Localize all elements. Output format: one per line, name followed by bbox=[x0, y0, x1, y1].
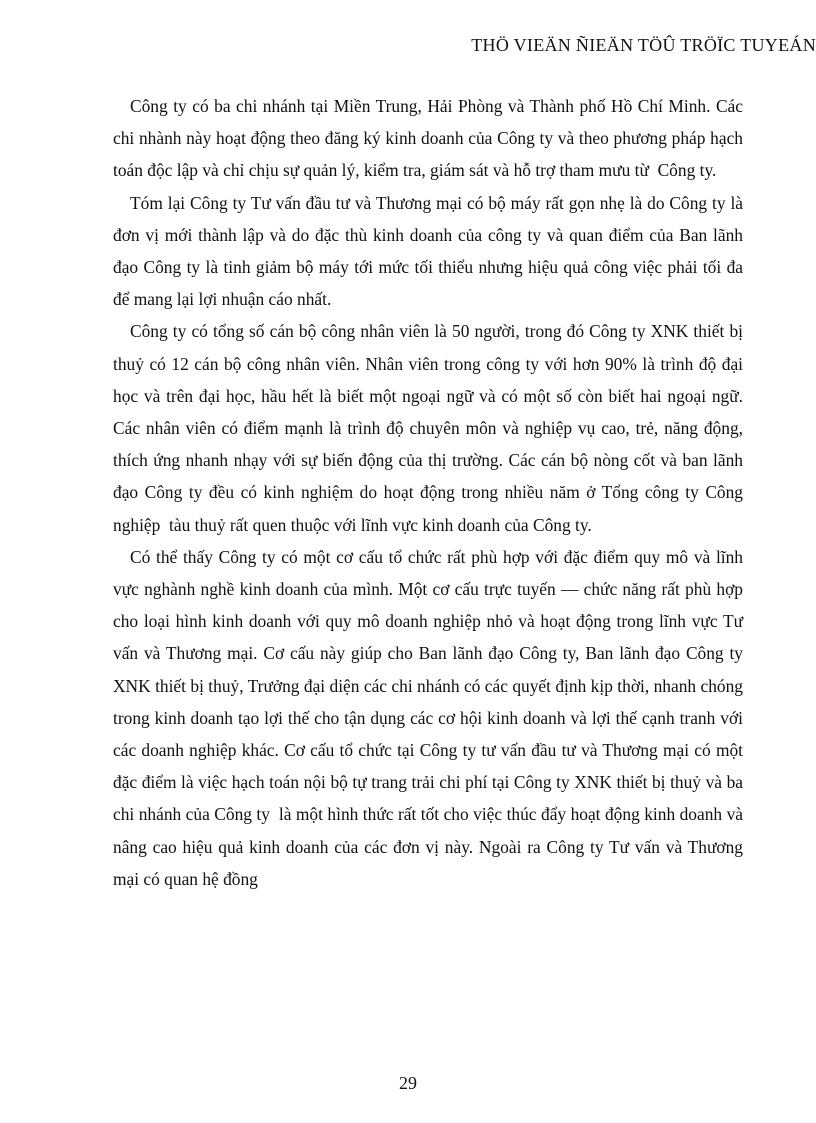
paragraph-staff: Công ty có tổng số cán bộ công nhân viên là 50 người, trong đó Công ty XNK thiết bị thuỷ có 12 cán bộ công nhân viên. Nhân viên trong công ty với hơn 90% là trình độ đại học và trên đại học, hầu hết là biết một ngoại ngữ và có một số còn biết hai ngoại ngữ. Các nhân viên có điểm mạnh là trình độ chuyên môn và nghiệp vụ cao, trẻ, năng động, thích ứng nhanh nhạy với sự biến động của thị trường. Các cán bộ nòng cốt và ban lãnh đạo Công ty đều có kinh nghiệm do hoạt động trong nhiều năm ở Tổng công ty Công nghiệp tàu thuỷ rất quen thuộc với lĩnh vực kinh doanh của Công ty. bbox=[113, 321, 748, 535]
paragraph-structure: Có thể thấy Công ty có một cơ cấu tổ chức rất phù hợp với đặc điểm quy mô và lĩnh vực nghành nghề kinh doanh của mình. Một cơ cấu trực tuyến — chức năng rất phù hợp cho loại hình kinh doanh với quy mô doanh nghiệp nhỏ và hoạt động trong lĩnh vực Tư vấn và Thương mại. Cơ cấu này giúp cho Ban lãnh đạo Công ty, Ban lãnh đạo Công ty XNK thiết bị thuỷ, Trưởng đại diện các chi nhánh có các quyết định kịp thời, nhanh chóng trong kinh doanh tạo lợi thế cho tận dụng các cơ hội kinh doanh và lợi thế cạnh tranh với các doanh nghiệp khác. Cơ cấu tổ chức tại Công ty tư vấn đầu tư và Thương mại có một đặc điểm là việc hạch toán nội bộ tự trang trải chi phí tại Công ty XNK thiết bị thuỷ và ba chi nhánh của Công ty là một hình thức rất tốt cho việc thúc đẩy hoạt động kinh doanh và nâng cao hiệu quả kinh doanh của các đơn vị này. Ngoài ra Công ty Tư vấn và Thương mại có quan hệ đồng bbox=[113, 546, 748, 889]
page-number: 29 bbox=[399, 1073, 417, 1093]
paragraph-summary: Tóm lại Công ty Tư vấn đầu tư và Thương mại có bộ máy rất gọn nhẹ là do Công ty là đơn vị mới thành lập và do đặc thù kinh doanh của công ty và quan điểm của Ban lãnh đạo Công ty là tinh giảm bộ máy tới mức tối thiểu nhưng hiệu quả công việc phải tối đa để mang lại lợi nhuận cáo nhất. bbox=[113, 192, 748, 310]
document-body bbox=[113, 90, 748, 895]
running-header: THÖ VIEÄN ÑIEÄN TÖÛ TRÖÏC TUYEÁN bbox=[471, 35, 816, 55]
paragraph-branches: Công ty có ba chi nhánh tại Miền Trung, Hải Phòng và Thành phố Hồ Chí Minh. Các chi nhành này hoạt động theo đăng ký kinh doanh của Công ty và theo phương pháp hạch toán độc lập và chỉ chịu sự quản lý, kiểm tra, giám sát và hỗ trợ tham mưu từ Công ty. bbox=[113, 96, 748, 181]
